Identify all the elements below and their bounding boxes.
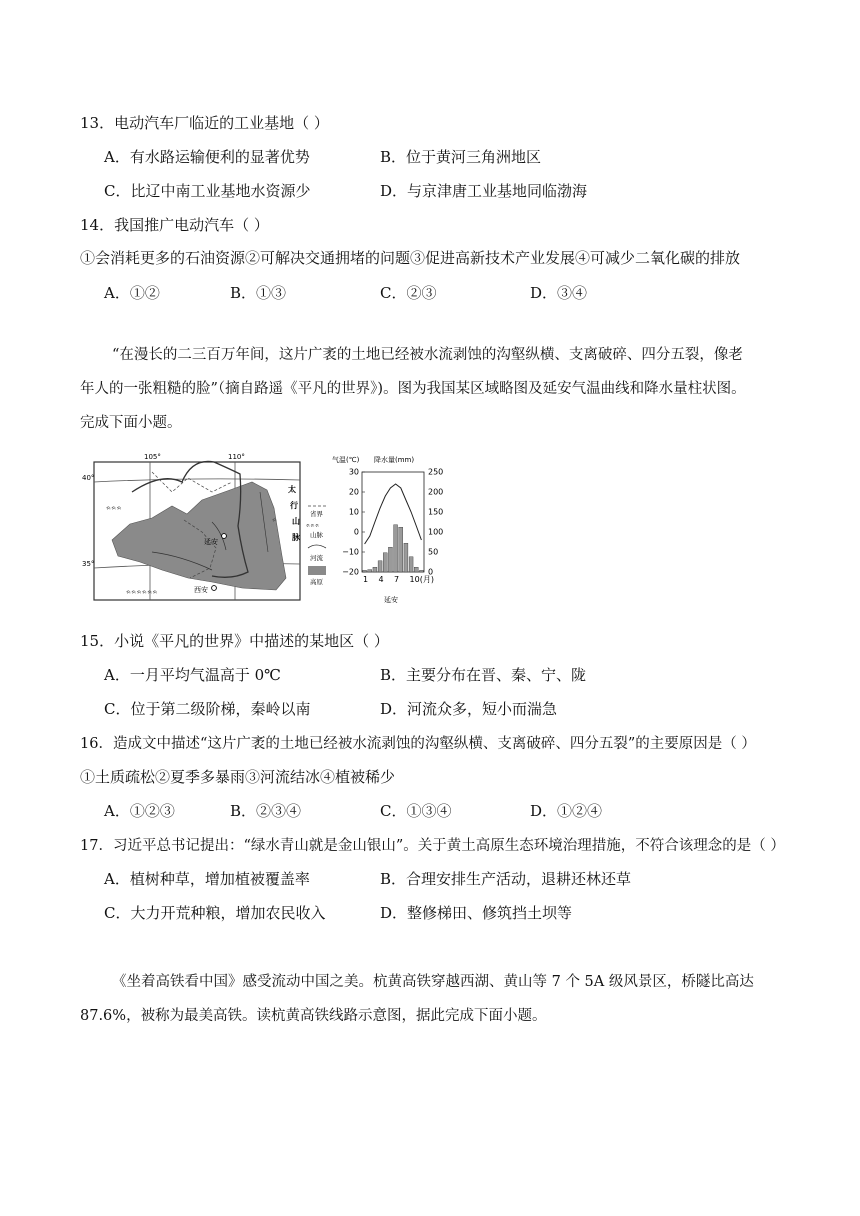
month-tick-label: 1 xyxy=(363,575,369,584)
lat-label-35: 35° xyxy=(82,560,95,568)
precip-ticks xyxy=(428,468,443,577)
precip-bar xyxy=(383,553,387,572)
temp-tick-label: 10 xyxy=(348,507,359,517)
q13-stem: 13．电动汽车厂临近的工业基地（ ） xyxy=(80,114,329,132)
q15-option-a: A．一月平均气温高于 0℃ xyxy=(104,666,281,684)
q15-stem: 15．小说《平凡的世界》中描述的某地区（ ） xyxy=(80,632,389,650)
precip-bar xyxy=(373,567,377,572)
precip-bar xyxy=(368,570,372,572)
month-tick-label: 7 xyxy=(394,575,400,584)
q13-option-b: B．位于黄河三角洲地区 xyxy=(380,148,542,166)
map-legend xyxy=(306,506,326,586)
city-marker-xian xyxy=(212,586,217,591)
temp-tick-label: 20 xyxy=(348,487,359,497)
precip-tick-label: 50 xyxy=(428,547,439,557)
figure-svg xyxy=(82,452,572,610)
precip-bar xyxy=(419,570,423,572)
city-marker-yanan xyxy=(222,534,227,539)
q14-option-d: D．③④ xyxy=(530,284,588,302)
precip-bar xyxy=(409,557,413,572)
mountain-symbols-south: ᨑᨑᨑᨑᨑᨑ xyxy=(126,588,158,596)
q16-stem: 16．造成文中描述“这片广袤的土地已经被水流剥蚀的沟壑纵横、支离破碎、四分五裂”的主要原因是（ ） xyxy=(80,736,756,752)
passage1-line1: “在漫长的二三百万年间，这片广袤的土地已经被水流剥蚀的沟壑纵横、支离破碎、四分五裂，像老 xyxy=(112,347,743,363)
month-tick-label: 4 xyxy=(378,575,384,584)
q16-option-c: C．①③④ xyxy=(380,802,452,820)
climate-chart xyxy=(332,455,443,604)
q17-stem: 17．习近平总书记提出：“绿水青山就是金山银山”。关于黄土高原生态环境治理措施，不符合该理念的是（ ） xyxy=(80,838,785,854)
precip-bar xyxy=(394,525,398,572)
mountain-label-char-4: 脉 xyxy=(292,533,300,542)
q14-items: ①会消耗更多的石油资源②可解决交通拥堵的问题③促进高新技术产业发展④可减少二氧化碳的排放 xyxy=(80,249,741,267)
temp-tick-label: 0 xyxy=(353,527,359,537)
q17-option-c: C．大力开荒种粮，增加农民收入 xyxy=(104,904,326,922)
q15-option-d: D．河流众多，短小而湍急 xyxy=(380,700,558,718)
q14-option-a: A．①② xyxy=(104,284,160,302)
q16-option-b: B．②③④ xyxy=(230,802,302,820)
legend-label-boundary: 省界 xyxy=(310,510,323,518)
passage1-line3: 完成下面小题。 xyxy=(80,415,182,431)
region-map xyxy=(82,453,301,600)
legend-symbol-mountain: ᨑᨑᨑ xyxy=(306,522,320,529)
q14-option-c: C．②③ xyxy=(380,284,437,302)
city-label-xian: 西安 xyxy=(194,586,208,594)
q17-option-b: B．合理安排生产活动，退耕还林还草 xyxy=(380,870,632,888)
legend-label-mountain: 山脉 xyxy=(310,531,323,539)
precip-bar xyxy=(363,570,367,572)
q13-option-c: C．比辽中南工业基地水资源少 xyxy=(104,182,311,200)
month-ticks xyxy=(363,575,434,584)
precip-bar xyxy=(388,547,392,572)
q13-option-a: A．有水路运输便利的显著优势 xyxy=(104,148,310,166)
precip-bar xyxy=(414,567,418,572)
month-tick-label: 10(月) xyxy=(409,575,434,584)
precip-bar xyxy=(378,561,382,572)
q17-option-d: D．整修梯田、修筑挡土坝等 xyxy=(380,904,573,922)
figure-map-and-climate xyxy=(82,452,572,610)
station-label: 延安 xyxy=(384,596,398,604)
mountain-symbols-west: ᨑᨑᨑ xyxy=(106,504,122,512)
q15-option-c: C．位于第二级阶梯，秦岭以南 xyxy=(104,700,311,718)
mountain-symbols-east: ᨑ xyxy=(272,516,278,524)
q17-option-a: A．植树种草，增加植被覆盖率 xyxy=(104,870,310,888)
temp-ticks xyxy=(342,468,365,577)
lon-label-110: 110° xyxy=(228,453,245,461)
precip-bar xyxy=(399,527,403,572)
mountain-label-char-2: 行 xyxy=(290,501,298,510)
legend-symbol-plateau xyxy=(308,566,326,575)
temp-tick-label: 30 xyxy=(348,467,359,477)
passage2-line1: 《坐着高铁看中国》感受流动中国之美。杭黄高铁穿越西湖、黄山等 7 个 5A 级风景区，桥隧比高达 xyxy=(112,974,754,990)
precip-tick-label: 0 xyxy=(428,567,434,577)
temp-tick-label: −10 xyxy=(342,547,359,557)
q16-items: ①土质疏松②夏季多暴雨③河流结冰④植被稀少 xyxy=(80,768,396,786)
q16-option-a: A．①②③ xyxy=(104,802,175,820)
precip-tick-label: 200 xyxy=(428,487,444,497)
precip-tick-label: 150 xyxy=(428,507,444,517)
temp-axis-title: 气温(℃) xyxy=(332,456,360,464)
passage1-line2: 年人的一张粗糙的脸”（摘自路遥《平凡的世界》)。图为我国某区域略图及延安气温曲线和降水量柱状图。 xyxy=(80,381,746,397)
q15-option-b: B．主要分布在晋、秦、宁、陇 xyxy=(380,666,587,684)
mountain-label-char-1: 太 xyxy=(288,485,296,494)
q13-option-d: D．与京津唐工业基地同临渤海 xyxy=(380,182,588,200)
legend-label-plateau: 高原 xyxy=(310,578,323,586)
legend-label-river: 河流 xyxy=(310,554,323,562)
lon-label-105: 105° xyxy=(144,453,161,461)
q16-option-d: D．①②④ xyxy=(530,802,603,820)
lat-label-40: 40° xyxy=(82,474,95,482)
q14-option-b: B．①③ xyxy=(230,284,287,302)
precip-tick-label: 250 xyxy=(428,467,444,477)
precip-bar xyxy=(404,543,408,572)
precip-axis-title: 降水量(mm) xyxy=(374,456,415,464)
q14-stem: 14．我国推广电动汽车（ ） xyxy=(80,216,269,234)
passage2-line2: 87.6%，被称为最美高铁。读杭黄高铁线路示意图，据此完成下面小题。 xyxy=(80,1008,547,1024)
precip-tick-label: 100 xyxy=(428,527,444,537)
mountain-label-char-3: 山 xyxy=(292,517,300,526)
temperature-curve xyxy=(365,484,422,544)
legend-symbol-river xyxy=(308,545,326,548)
temp-tick-label: −20 xyxy=(342,567,359,577)
city-label-yanan: 延安 xyxy=(204,538,218,546)
